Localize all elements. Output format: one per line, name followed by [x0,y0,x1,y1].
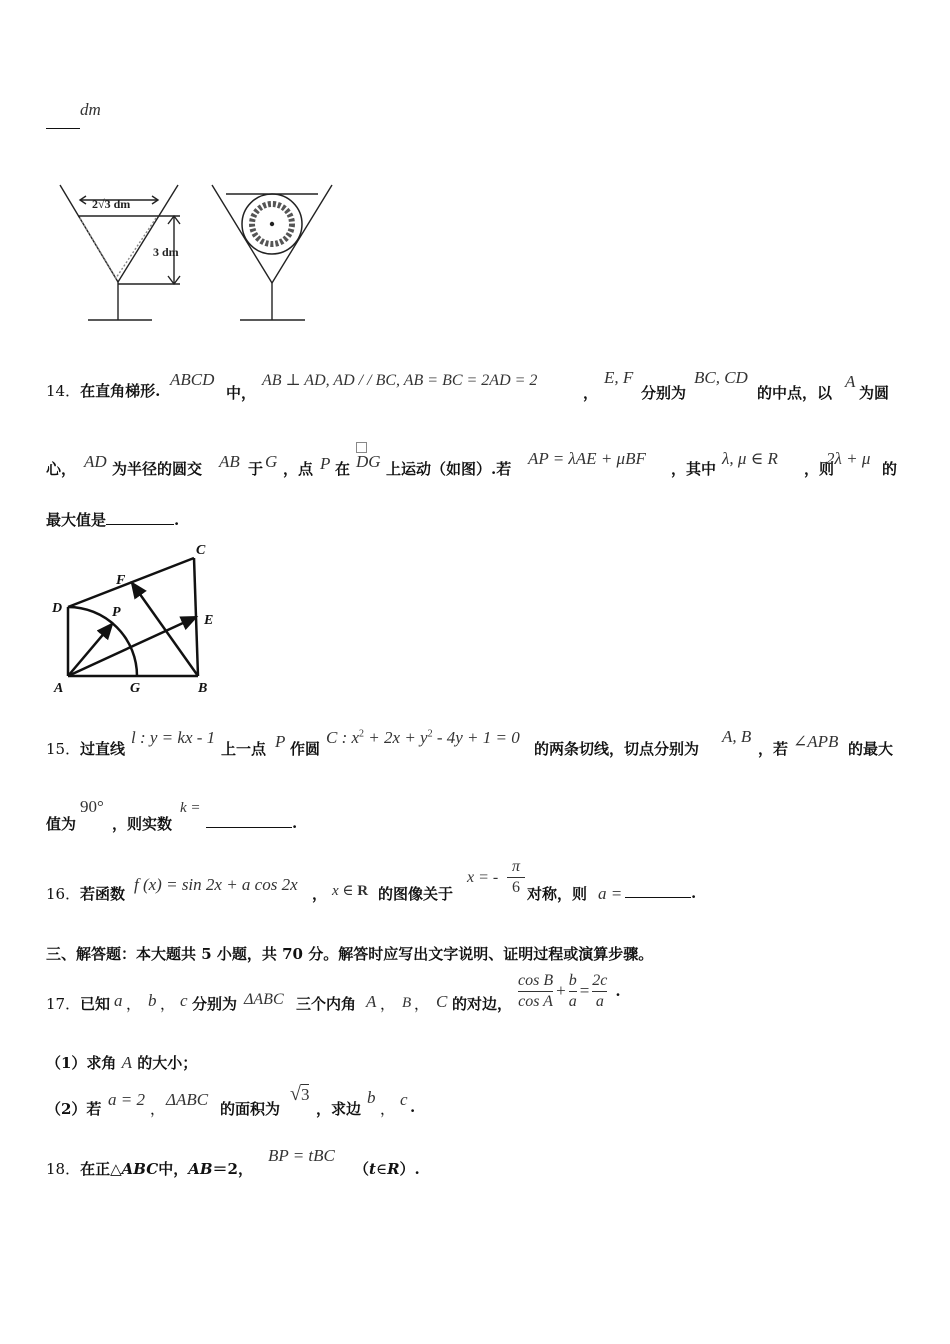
q15-m1: l : y = kx - 1 [131,728,216,747]
q14-t2: 中， [226,384,257,402]
q17-p2c3: ， [380,1100,396,1118]
q16-m1: f (x) = sin 2x + a cos 2x [134,875,298,894]
q17-mB: B [402,995,412,1011]
fig13-height-label: 3 dm [153,245,179,259]
q14-m6: AD [84,452,107,471]
q16-m3: x = - [467,869,499,886]
q14-t8: 为半径的圆交 [112,460,203,478]
q17-p2c2: ，求边 [316,1100,362,1118]
q17-t4: 的对边， [452,995,513,1013]
q17-mC: C [436,992,448,1011]
q17-p2m2: ΔABC [166,1090,209,1109]
q15-m6: 90° [80,797,104,816]
q16-m4: a = [598,884,623,903]
q18-line: 18．在正△ABC中，AB＝2， [46,1160,253,1178]
label-F: F [116,573,126,588]
q14-t11: 在 [335,460,351,478]
q14-line-1: 14．在直角梯形. [46,382,161,400]
q14-m7: AB [219,452,240,471]
q17-ma: a [114,991,123,1010]
q14-m2: AB ⊥ AD, AD / / BC, AB = BC = 2AD = 2 [262,372,538,389]
q17-mc: c [180,991,188,1010]
figure-q14-trapezoid [48,538,228,698]
q16-answer: . [625,883,696,902]
figure-q13-cups [50,180,350,325]
q14-m13: 2λ + μ [826,449,871,468]
q14-m3: E, F [604,368,634,387]
q17-c3: ， [380,995,396,1013]
q15-t5: ，若 [758,740,789,758]
q17-p2m1: a = 2 [108,1090,145,1109]
q15-m2: P [275,732,286,751]
q15-m5: ∠APB [793,732,839,751]
q17-c1: ， [126,995,142,1013]
q15-t3: 作圆 [290,740,321,758]
q15-number: 15． [46,740,81,758]
q14-t12: 上运动（如图）.若 [386,460,512,478]
q18-m3: BP = tBC [268,1146,335,1165]
q14-t3: ， [583,384,599,402]
q14-m8: G [265,452,278,471]
q14-t7: 心， [46,460,77,478]
q14-t14: ，则 [804,460,835,478]
q17-p2m5: c [400,1090,408,1109]
q17-sqrt: √3 [290,1083,310,1105]
section-3-title: 三、解答题：本大题共 5 小题，共 70 分。解答时应写出文字说明、证明过程或演算步骤。 [46,945,654,963]
q15-t7: 值为 [46,815,77,833]
q16-number: 16． [46,885,81,903]
q15-t6: 的最大 [848,740,894,758]
q15-answer-blank [206,813,292,828]
q14-t15: 的 [882,460,898,478]
q17-p2m4: b [367,1088,376,1107]
q13-unit: dm [80,100,101,119]
q15-m3: C : $x^2 + 2x + y^2 - 4y + 1 = 0$ [326,728,520,747]
q17-frac-2: b a [568,971,577,1010]
q17-frac-3: 2c a [592,971,608,1010]
label-P: P [112,605,121,620]
q16-t2: ， [312,885,328,903]
q14-number: 14． [46,382,81,400]
q15-m4: A, B [722,727,752,746]
q17-part-1: （1）求角 A 的大小； [46,1053,198,1072]
q14-answer-blank [106,510,174,525]
q14-t5: 的中点，以 [757,384,833,402]
q14-t10: ，点 [283,460,314,478]
q14-line-3: 最大值是 . [46,511,180,529]
q14-t9: 于 [248,460,264,478]
q17-t3: 三个内角 [296,995,357,1013]
q17-p2b: 的面积为 [220,1100,281,1118]
label-E: E [204,613,214,628]
q17-p2d: . [410,1098,416,1116]
q15-t8: ，则实数 [112,815,173,833]
q15-answer: . [206,813,297,832]
q14-m9: P [320,454,331,473]
q18-tail: （t∈R）. [354,1160,420,1178]
q14-t4: 分别为 [641,384,687,402]
q17-mA: A [366,992,377,1011]
label-G: G [130,681,141,696]
q17-c4: ， [414,995,430,1013]
label-A: A [54,681,64,696]
q14-m4: BC, CD [694,368,748,387]
q17-c2: ， [160,995,176,1013]
q17-mb: b [148,991,157,1010]
q13-answer-blank [46,128,80,129]
label-C: C [196,543,206,558]
q17-number: 17． [46,995,81,1013]
label-D: D [52,601,63,616]
q16-fraction: π 6 [507,858,525,897]
q14-m1: ABCD [170,370,215,389]
q17-frac-1: cos B cos A [518,971,554,1010]
q14-m12: λ, μ ∈ R [722,449,778,468]
q16-t4: 对称，则 [527,885,588,903]
q15-m7: k = [180,800,201,816]
cup-right [212,185,332,320]
q14-t13: ，其中 [671,460,717,478]
q16-m2: x ∈ R [332,883,369,899]
q14-t6: 为圆 [859,384,890,402]
q14-m11: AP = λAE + μBF [528,449,646,468]
arc-symbol [356,442,367,453]
fig13-width-label: 2√3 dm [92,197,131,211]
label-B: B [198,681,208,696]
q17-formula: cos B cos A + b a = 2c a . [518,971,621,1010]
q14-m10: DG [356,452,381,471]
q16-t3: 的图像关于 [378,885,454,903]
q17-part-2: （2）若 [46,1100,102,1118]
q16-answer-blank [625,883,691,898]
q17-t1: 已知 [80,995,111,1013]
q16-t1: 若函数 [80,885,126,903]
q15-t4: 的两条切线，切点分别为 [534,740,700,758]
q15-t2: 上一点 [221,740,267,758]
q17-tri: ΔABC [244,991,284,1008]
q17-p2c1: ， [150,1100,166,1118]
q15-t1: 过直线 [80,740,126,758]
q17-t2: 分别为 [192,995,238,1013]
q14-m5: A [845,372,856,391]
